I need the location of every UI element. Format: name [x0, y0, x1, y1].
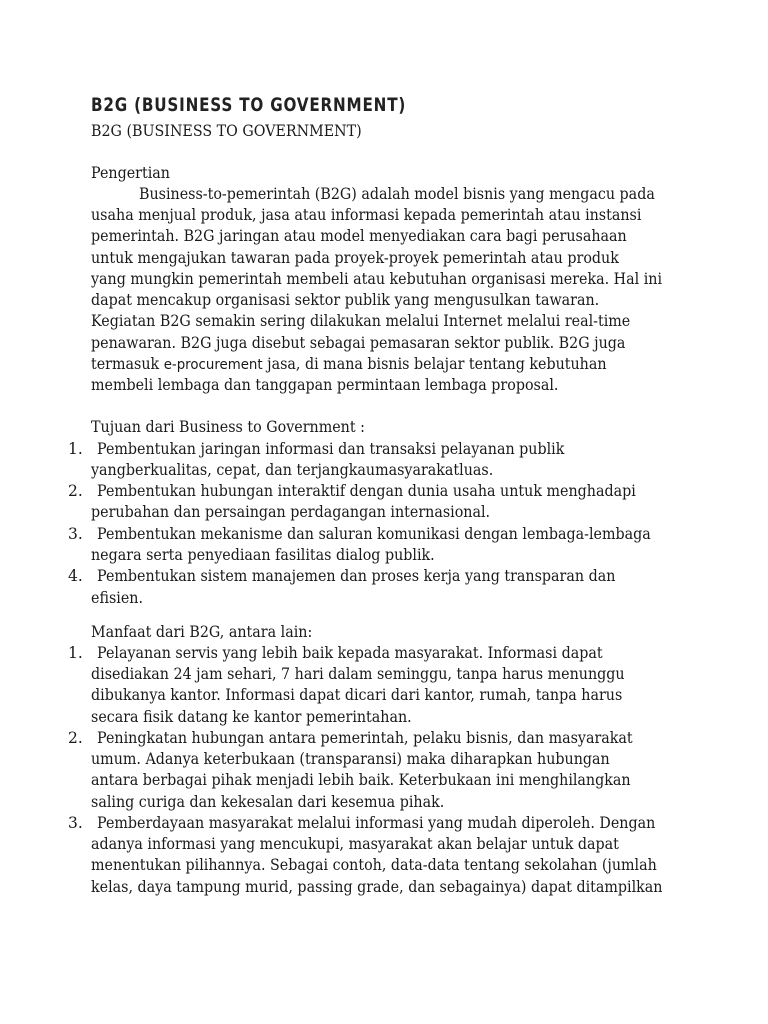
document-subtitle: B2G (BUSINESS TO GOVERNMENT) — [91, 122, 362, 140]
list-item-number: 2. — [68, 482, 83, 500]
paragraph-line: pemerintah. B2G jaringan atau model menyediakan cara bagi perusahaan — [91, 227, 627, 245]
list-item-line: Pemberdayaan masyarakat melalui informasi yang mudah diperoleh. Dengan — [97, 814, 656, 832]
list-item-line: Peningkatan hubungan antara pemerintah, pelaku bisnis, dan masyarakat — [97, 729, 633, 747]
list-item-line: saling curiga dan kekesalan dari kesemua pihak. — [91, 793, 445, 811]
paragraph-line: Kegiatan B2G semakin sering dilakukan melalui Internet melalui real-time — [91, 312, 631, 330]
paragraph-line: dapat mencakup organisasi sektor publik yang mengusulkan tawaran. — [91, 291, 600, 309]
list-item-line: secara fisik datang ke kantor pemerintahan. — [91, 708, 412, 726]
list-item-number: 1. — [68, 440, 83, 458]
list-item-line: negara serta penyediaan fasilitas dialog publik. — [91, 546, 435, 564]
list-item-line: umum. Adanya keterbukaan (transparansi) maka diharapkan hubungan — [91, 750, 610, 768]
list-item-number: 2. — [68, 729, 83, 747]
document-heading: B2G (BUSINESS TO GOVERNMENT) — [91, 94, 407, 116]
paragraph-line — [91, 354, 607, 376]
list-item-line: Pelayanan servis yang lebih baik kepada masyarakat. Informasi dapat — [97, 644, 603, 662]
list-item-line: disediakan 24 jam sehari, 7 hari dalam seminggu, tanpa harus menunggu — [91, 665, 625, 683]
list-item-line: menentukan pilihannya. Sebagai contoh, data-data tentang sekolahan (jumlah — [91, 856, 657, 874]
list-item-line: yangberkualitas, cepat, dan terjangkaumasyarakatluas. — [91, 461, 494, 479]
list-item-line: Pembentukan jaringan informasi dan transaksi pelayanan publik — [97, 440, 565, 458]
list-item-number: 3. — [68, 814, 83, 832]
list-item-line: efisien. — [91, 589, 143, 607]
list-item-line: dibukanya kantor. Informasi dapat dicari dari kantor, rumah, tanpa harus — [91, 686, 623, 704]
paragraph-line: yang mungkin pemerintah membeli atau kebutuhan organisasi mereka. Hal ini — [91, 270, 663, 288]
list-item-line: perubahan dan persaingan perdagangan internasional. — [91, 503, 491, 521]
section-title-tujuan: Tujuan dari Business to Government : — [91, 418, 365, 436]
list-item-line: kelas, daya tampung murid, passing grade, dan sebagainya) dapat ditampilkan — [91, 878, 663, 896]
e-procurement-term: e-procurement — [163, 357, 263, 373]
list-item-line: Pembentukan mekanisme dan saluran komunikasi dengan lembaga-lembaga — [97, 525, 651, 543]
list-item-line: adanya informasi yang mencukupi, masyarakat akan belajar untuk dapat — [91, 835, 619, 853]
paragraph-line: Business-to-pemerintah (B2G) adalah model bisnis yang mengacu pada — [139, 185, 655, 203]
paragraph-line: untuk mengajukan tawaran pada proyek-proyek pemerintah atau produk — [91, 249, 619, 267]
list-item-number: 1. — [68, 644, 83, 662]
list-item-number: 3. — [68, 525, 83, 543]
section-title-manfaat: Manfaat dari B2G, antara lain: — [91, 623, 313, 641]
paragraph-text: jasa, di mana bisnis belajar tentang kebutuhan — [262, 355, 607, 373]
paragraph-line: usaha menjual produk, jasa atau informasi kepada pemerintah atau instansi — [91, 206, 642, 224]
list-item-number: 4. — [68, 567, 83, 585]
list-item-line: antara berbagai pihak menjadi lebih baik. Keterbukaan ini menghilangkan — [91, 771, 631, 789]
section-title-pengertian: Pengertian — [91, 164, 170, 182]
paragraph-text: termasuk — [91, 355, 164, 373]
list-item-line: Pembentukan sistem manajemen dan proses kerja yang transparan dan — [97, 567, 616, 585]
paragraph-line: membeli lembaga dan tanggapan permintaan lembaga proposal. — [91, 376, 559, 394]
list-item-line: Pembentukan hubungan interaktif dengan dunia usaha untuk menghadapi — [97, 482, 636, 500]
paragraph-line: penawaran. B2G juga disebut sebagai pemasaran sektor publik. B2G juga — [91, 334, 626, 352]
